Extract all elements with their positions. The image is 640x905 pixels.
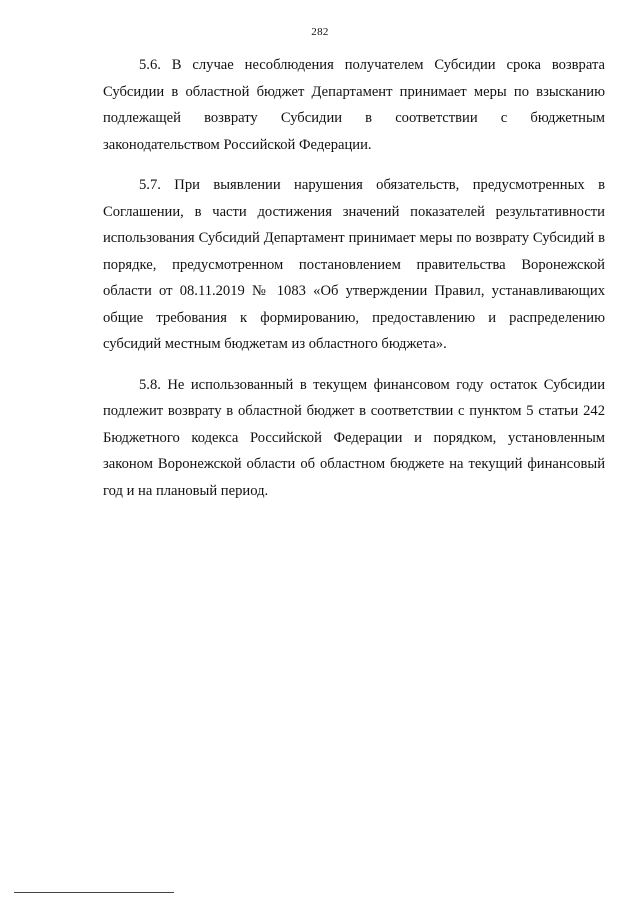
paragraph-5-7: 5.7. При выявлении нарушения обязательств, предусмотренных в Соглашении, в части достижения значений показателей результативности использования Субсидий Департамент принимает меры по возврату Субсидий в порядке, предусмотренном постановлением правительства Воронежской области от 08.11.2019 № 1083 «Об утверждении Правил, устанавливающих общие требования к формированию, предоставлению и распределению субсидий местным бюджетам из областного бюджета». [103,177,605,352]
paragraph-5-8: 5.8. Не использованный в текущем финансовом году остаток Субсидии подлежит возврату в областной бюджет в соответствии с пунктом 5 статьи 242 Бюджетного кодекса Российской Федерации и порядком, установленным законом Воронежской области об областном бюджете на текущий финансовый год и на плановый период. [103,376,605,499]
document-body [103,52,605,518]
footer-divider [14,892,174,893]
page-number: 282 [311,26,329,38]
paragraph-5-6: 5.6. В случае несоблюдения получателем Субсидии срока возврата Субсидии в областной бюджет Департамент принимает меры по взысканию подлежащей возврату Субсидии в соответствии с бюджетным законодательством Российской Федерации. [103,57,605,153]
